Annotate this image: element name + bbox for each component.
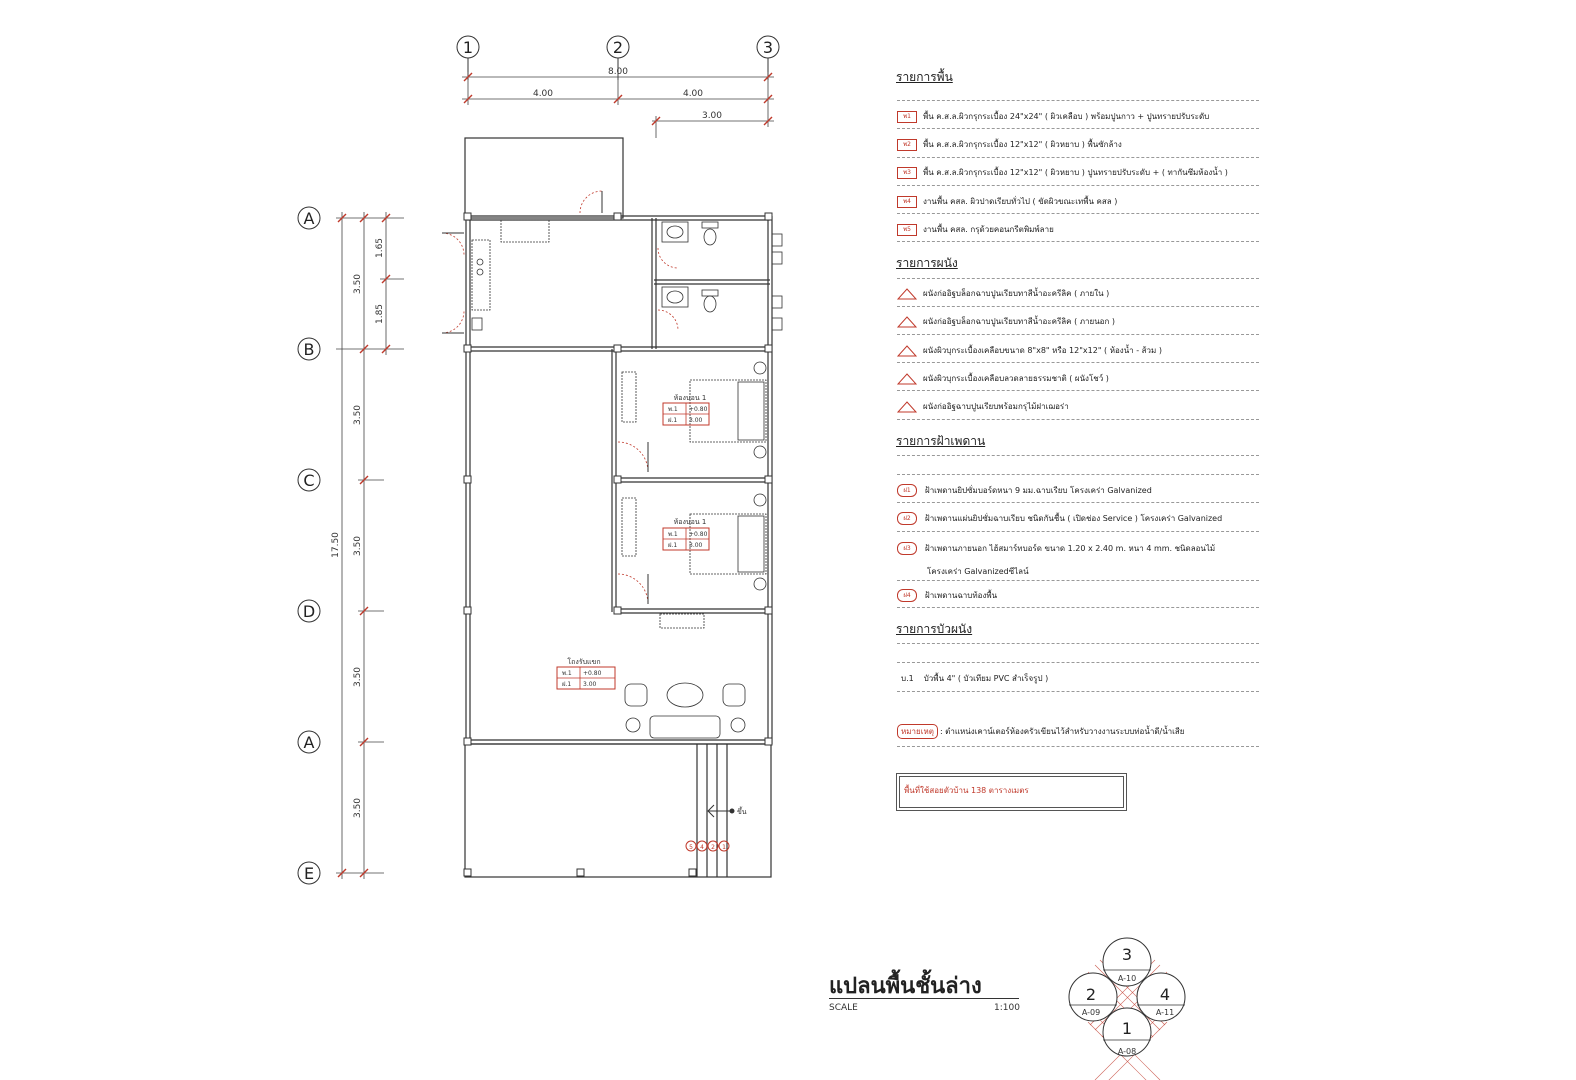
grid-row-4: D: [302, 602, 316, 621]
ceiling-tag-2: ฝ2: [897, 512, 917, 525]
floor-text-3: พื้น ค.ส.ล.ผิวกรุกระเบื้อง 12"x12" ( ผิวหยาบ ) ปูนทรายปรับระดับ + ( ทากันซึมห้องน้ำ ): [923, 168, 1228, 177]
wall-item-5: [897, 400, 1259, 413]
key-plan-right-ref: A-11: [1155, 1008, 1175, 1017]
dim-sub-1: 1.65: [375, 237, 385, 259]
grid-row-2: B: [303, 340, 315, 359]
svg-text:3.00: 3.00: [583, 681, 597, 688]
key-plan-left-num: 2: [1085, 985, 1097, 1004]
svg-text:1: 1: [722, 844, 726, 851]
ceilings-heading: รายการฝ้าเพดาน: [896, 434, 986, 448]
dim-bay-2: 3.50: [353, 404, 363, 426]
baseboards-heading: รายการบัวผนัง: [896, 622, 973, 636]
note-row: [897, 724, 1259, 739]
svg-text:+0.80: +0.80: [583, 670, 602, 677]
dim-bay-3: 3.50: [353, 535, 363, 557]
svg-text:ฝ.1: ฝ.1: [668, 417, 678, 424]
wall-item-3: [897, 344, 1259, 357]
scale-label: SCALE: [829, 1003, 858, 1013]
svg-text:ฝ.1: ฝ.1: [562, 681, 572, 688]
ceiling-tag-4: ฝ4: [897, 589, 917, 602]
bathroom-fixtures: [662, 222, 782, 330]
floor-item-4: [897, 195, 1259, 208]
kitchen-fixtures: [472, 220, 549, 330]
dim-right-bay: 4.00: [682, 89, 704, 99]
room-tag-living: [557, 657, 615, 689]
svg-text:พ.1: พ.1: [562, 670, 572, 677]
svg-text:2: 2: [711, 844, 715, 851]
wall-triangle-icon-1: [897, 288, 917, 300]
dim-sub: 3.00: [701, 111, 723, 121]
door-swings: [442, 191, 678, 604]
ceiling-item-3-cont: [897, 565, 1289, 578]
key-plan-left-ref: A-09: [1081, 1008, 1101, 1017]
wall-text-3: ผนังผิวบุกระเบื้องเคลือบขนาด 8"x8" หรือ 12"x12" ( ห้องน้ำ - ส้วม ): [923, 346, 1162, 355]
svg-text:5: 5: [689, 844, 693, 851]
stair-arrow: [708, 805, 734, 817]
grid-row-bubbles: [298, 207, 320, 884]
floor-item-1: [897, 110, 1259, 123]
dim-overall-width: 8.00: [607, 67, 629, 77]
room-name-living: โถงรับแขก: [567, 658, 601, 666]
dim-bay-1: 3.50: [353, 273, 363, 295]
key-plan-right-num: 4: [1159, 985, 1171, 1004]
key-plan-bottom-ref: A-08: [1117, 1047, 1137, 1056]
baseboard-item-1: [897, 672, 1259, 685]
usable-area-box: [896, 773, 1127, 811]
ceiling-item-4: [897, 589, 1259, 602]
door-leaves: [442, 191, 648, 604]
floor-text-4: งานพื้น คสล. ผิวปาดเรียบทั่วไป ( ขัดผิวขณะเทพื้น คสล ): [923, 197, 1118, 206]
svg-text:+0.80: +0.80: [689, 531, 708, 538]
floor-item-3: [897, 166, 1259, 179]
room-tag-bedroom-2: [663, 518, 709, 550]
title-underline: [829, 998, 1019, 999]
grid-row-5: A: [303, 733, 315, 752]
floor-text-5: งานพื้น คสล. กรุด้วยคอนกรีตพิมพ์ลาย: [923, 225, 1054, 234]
baseboard-text-1: บัวพื้น 4" ( บัวเทียม PVC สำเร็จรูป ): [923, 674, 1049, 683]
floor-item-5: [897, 223, 1259, 236]
wall-triangle-icon-4: [897, 373, 917, 385]
living-furniture: [625, 683, 745, 738]
key-plan-bottom-num: 1: [1121, 1019, 1133, 1038]
svg-text:ฝ.1: ฝ.1: [668, 542, 678, 549]
grid-col-2: 2: [612, 38, 624, 57]
dim-sub-2: 1.85: [375, 303, 385, 325]
ceiling-text-1: ฝ้าเพดานยิปซั่มบอร์ดหนา 9 มม.ฉาบเรียบ โครงเคร่า Galvanized: [925, 486, 1152, 495]
ceiling-text-4: ฝ้าเพดานฉาบท้องพื้น: [925, 591, 998, 600]
building-walls: [465, 138, 772, 877]
floor-text-2: พื้น ค.ส.ล.ผิวกรุกระเบื้อง 12"x12" ( ผิวหยาบ ) พื้นซักล้าง: [923, 140, 1122, 149]
floor-item-2: [897, 138, 1259, 151]
ceiling-tag-3: ฝ3: [897, 542, 917, 555]
floor-text-1: พื้น ค.ส.ล.ผิวกรุกระเบื้อง 24"x24" ( ผิวเคลือบ ) พร้อมปูนกาว + ปูนทรายปรับระดับ: [923, 112, 1210, 121]
wall-item-4: [897, 372, 1259, 385]
dim-bay-4: 3.50: [353, 666, 363, 688]
ceiling-item-3: [897, 542, 1259, 555]
structural-columns: [464, 213, 772, 876]
floor-tag-3: พ3: [897, 167, 917, 179]
wall-text-5: ผนังก่ออิฐฉาบปูนเรียบพร้อมกรุไม้ฝาเฌอร่า: [923, 402, 1069, 411]
floor-tag-1: พ1: [897, 111, 917, 123]
grid-col-3: 3: [762, 38, 774, 57]
ceiling-text-3: ฝ้าเพดานภายนอก ไฮ้สมาร์ทบอร์ด ขนาด 1.20 x 2.40 m. หนา 4 mm. ชนิดลอนไม้: [925, 544, 1216, 553]
grid-row-3: C: [303, 471, 315, 490]
note-text: : ตำแหน่งเคาน์เตอร์ห้องครัวเขียนไว้สำหรับวางงานระบบท่อน้ำดี/น้ำเสีย: [939, 727, 1185, 736]
scale-value: 1:100: [994, 1003, 1020, 1013]
key-plan-top-ref: A-10: [1117, 974, 1137, 983]
ceiling-text-3-cont: โครงเคร่า Galvanizedซีไลน์: [927, 567, 1029, 576]
left-dimension-lines: [336, 212, 404, 879]
ceiling-item-1: [897, 484, 1259, 497]
svg-text:4: 4: [700, 844, 704, 851]
svg-text:+0.80: +0.80: [689, 406, 708, 413]
floor-tag-5: พ5: [897, 224, 917, 236]
plan-title: แปลนพื้นชั้นล่าง: [829, 973, 982, 999]
stair-label: ขึ้น: [737, 808, 747, 816]
svg-text:3.00: 3.00: [689, 542, 703, 549]
usable-area-text: พื้นที่ใช้สอยตัวบ้าน 138 ตารางเมตร: [899, 776, 1124, 808]
note-label: หมายเหตุ: [897, 724, 938, 739]
wall-triangle-icon-3: [897, 345, 917, 357]
wall-text-1: ผนังก่ออิฐบล็อกฉาบปูนเรียบทาสีน้ำอะครีลิค ( ภายใน ): [923, 289, 1110, 298]
grid-row-1: A: [303, 209, 315, 228]
baseboard-tag-1: บ.1: [901, 674, 914, 683]
wall-triangle-icon-5: [897, 401, 917, 413]
ceiling-tag-1: ฝ1: [897, 484, 917, 497]
ceiling-text-2: ฝ้าเพดานแผ่นยิปซั่มฉาบเรียบ ชนิดกันชื้น ( เปิดช่อง Service ) โครงเคร่า Galvanized: [925, 514, 1223, 523]
grid-row-6: E: [303, 864, 315, 883]
room-name-bedroom-1: ห้องนอน 1: [673, 394, 707, 402]
wall-text-4: ผนังผิวบุกระเบื้องเคลือบลวดลายธรรมชาติ ( ผนังโชว์ ): [923, 374, 1109, 383]
svg-text:พ.1: พ.1: [668, 531, 678, 538]
floor-tag-4: พ4: [897, 196, 917, 208]
floors-heading: รายการพื้น: [896, 70, 953, 84]
floor-tag-2: พ2: [897, 139, 917, 151]
key-plan-top-num: 3: [1121, 945, 1133, 964]
svg-text:3.00: 3.00: [689, 417, 703, 424]
wall-text-2: ผนังก่ออิฐบล็อกฉาบปูนเรียบทาสีน้ำอะครีลิค ( ภายนอก ): [923, 317, 1115, 326]
grid-col-1: 1: [462, 38, 474, 57]
wall-item-1: [897, 287, 1259, 300]
wall-triangle-icon-2: [897, 316, 917, 328]
svg-text:พ.1: พ.1: [668, 406, 678, 413]
dim-left-bay: 4.00: [532, 89, 554, 99]
top-dimension-lines: [462, 72, 774, 138]
wall-item-2: [897, 315, 1259, 328]
dim-overall-depth: 17.50: [331, 532, 341, 558]
room-tag-bedroom-1: [663, 394, 709, 425]
dim-bay-5: 3.50: [353, 797, 363, 819]
walls-heading: รายการผนัง: [896, 256, 958, 270]
ceiling-item-2: [897, 512, 1259, 525]
room-name-bedroom-2: ห้องนอน 1: [673, 518, 707, 526]
